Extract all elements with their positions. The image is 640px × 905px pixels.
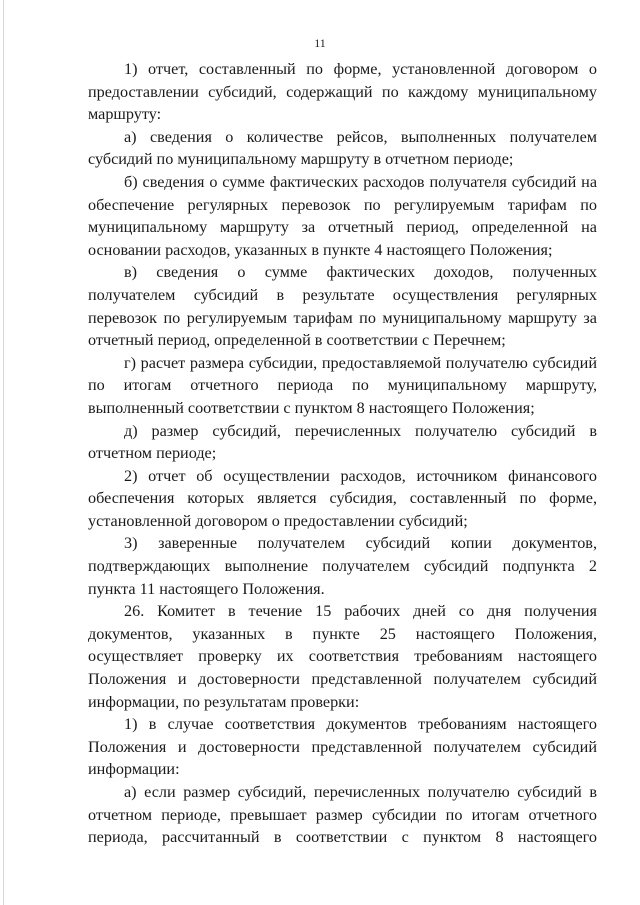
paragraph-26-committee-check: 26. Комитет в течение 15 рабочих дней со дня получения документов, указанных в пункте 25 настоящего Положения, осуществляет проверку их соответствия требованиям настоящего Положения и достоверности представленной получателем субсидий информации, по результатам проверки: xyxy=(88,602,597,711)
paragraph-2-expense-report: 2) отчет об осуществлении расходов, источником финансового обеспечения которых является субсидия, составленный по форме, установленной договором о предоставлении субсидий; xyxy=(88,466,597,530)
paragraph-1v-revenues: в) сведения о сумме фактических доходов, полученных получателем субсидий в результате осуществления регулярных перевозок по регулируемым тарифам по муниципальному маршруту за отчетный период, определенной в соответствии с Перечнем; xyxy=(88,263,597,350)
paragraph-1d-amount: д) размер субсидий, перечисленных получателю субсидий в отчетном периоде; xyxy=(88,421,597,463)
paragraph-1b-expenses: б) сведения о сумме фактических расходов получателя субсидий на обеспечение регулярных перевозок по регулируемым тарифам по муниципальному маршруту за отчетный период, определенной на основании расходов, указанных в пункте 4 настоящего Положения; xyxy=(88,172,597,259)
document-body xyxy=(88,58,597,849)
paragraph-1g-calculation: г) расчет размера субсидии, предоставляемой получателю субсидий по итогам отчетного периода по муниципальному маршруту, выполненный соответствии с пунктом 8 настоящего Положения; xyxy=(88,353,597,417)
paragraph-1-report: 1) отчет, составленный по форме, установленной договором о предоставлении субсидий, содержащий по каждому муниципальному маршруту: xyxy=(88,60,597,124)
paragraph-26-1-compliance: 1) в случае соответствия документов требованиям настоящего Положения и достоверности представленной получателем субсидий информации: xyxy=(88,715,597,779)
paragraph-1a-trips: а) сведения о количестве рейсов, выполненных получателем субсидий по муниципальному маршруту в отчетном периоде; xyxy=(88,127,597,169)
paragraph-3-certified-copies: 3) заверенные получателем субсидий копии документов, подтверждающих выполнение получателем субсидий подпункта 2 пункта 11 настоящего Положения. xyxy=(88,534,597,598)
page-edge-line xyxy=(3,0,4,905)
paragraph-26-1a-excess: а) если размер субсидий, перечисленных получателю субсидий в отчетном периоде, превышает размер субсидии по итогам отчетного периода, рассчитанный в соответствии с пунктом 8 настоящего xyxy=(88,783,597,847)
page-number: 11 xyxy=(314,36,326,50)
